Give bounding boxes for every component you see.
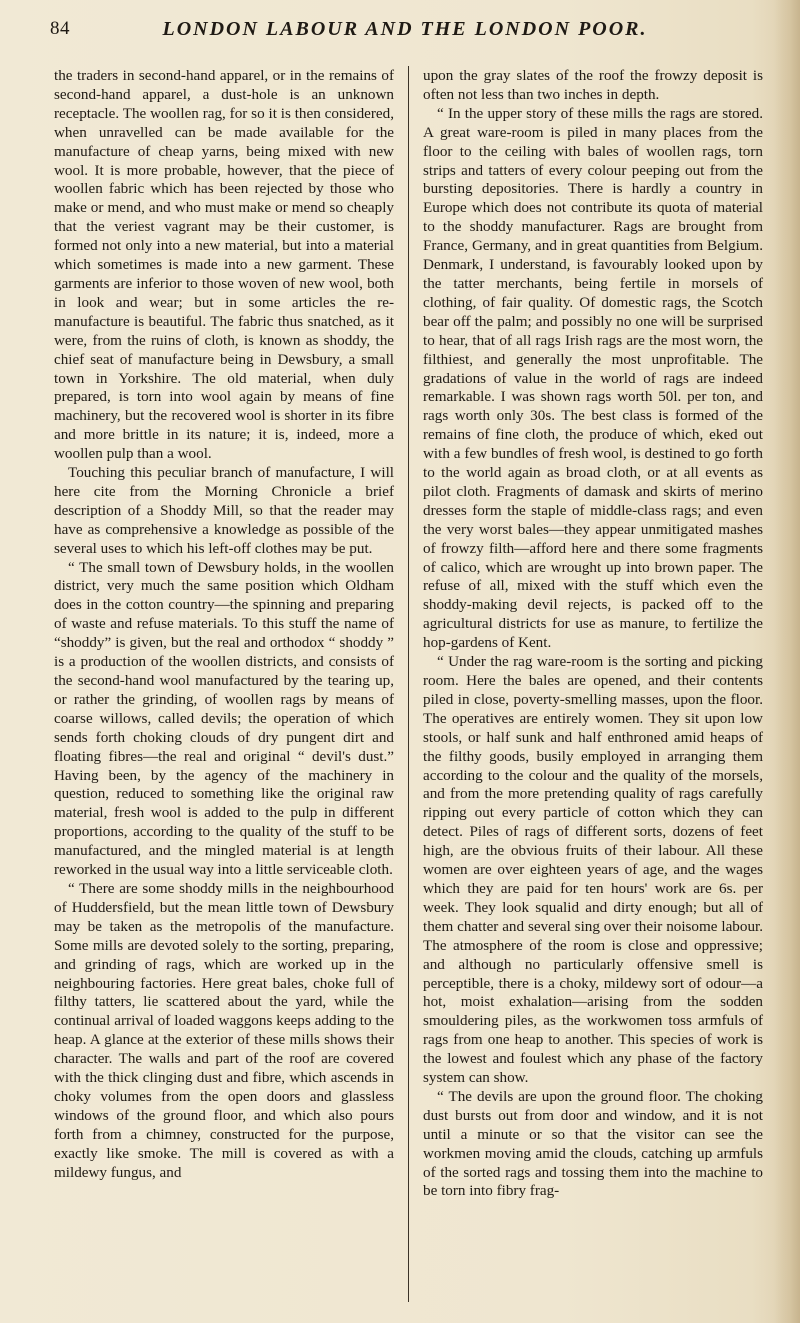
paragraph: “ Under the rag ware-room is the sorting and picking room. Here the bales are opened, and their contents piled in close, poverty-smelling masses, upon the floor. The operatives are entirely women. They sit upon low stools, or half sunk and half enthroned amid heaps of the filthy goods, busily employed in arranging them according to the colour and the quality of the morsels, and from the more pretending quality of rags carefully ripping out every particle of cotton which they can detect. Piles of rags of different sorts, dozens of feet high, are the obvious fruits of their labour. All these women are over eighteen years of age, and the wages which they are paid for ten hours' work are 6s. per week. They look squalid and dirty enough; but all of them chatter and several sing over their noisome labour. The atmosphere of the room is close and oppressive; and although no particularly offensive smell is perceptible, there is a choky, mildewy sort of odour—a hot, moist exhalation—arising from the sodden smouldering piles, as the workwomen toss armfuls of rags from one heap to another. This species of work is the lowest and foulest which any phase of the factory system can show. — [423, 653, 763, 1087]
paragraph: Touching this peculiar branch of manufacture, I will here cite from the Morning Chronicle a brief description of a Shoddy Mill, so that the reader may have as comprehensive a knowledge as possible of the several uses to which his left-off clothes may be put. — [54, 464, 394, 557]
paragraph: “ There are some shoddy mills in the neighbourhood of Huddersfield, but the mean little town of Dewsbury may be taken as the metropolis of the manufacture. Some mills are devoted solely to the sorting, preparing, and grinding of rags, which are worked up in the neighbouring factories. Here great bales, choke full of filthy tatters, lie scattered about the yard, while the continual arrival of loaded waggons keeps adding to the heap. A glance at the exterior of these mills shows their character. The walls and part of the roof are covered with the thick clinging dust and fibre, which ascends in choky volumes from the open doors and glassless windows of the ground floor, and which also pours forth from a chimney, constructed for the purpose, exactly like smoke. The mill is covered as with a mildewy fungus, and — [54, 879, 394, 1181]
page-header — [50, 18, 760, 48]
page-number: 84 — [50, 18, 70, 39]
paragraph: upon the gray slates of the roof the frowzy deposit is often not less than two inches in depth. — [423, 67, 763, 103]
paragraph: “ In the upper story of these mills the rags are stored. A great ware-room is piled in many places from the floor to the ceiling with bales of woollen rags, torn strips and tatters of every colour peeping out from the bursting depositories. There is hardly a country in Europe which does not contribute its quota of material to the shoddy manufacturer. Rags are brought from France, Germany, and in great quantities from Belgium. Denmark, I understand, is favourably looked upon by the tatter merchants, being fertile in morsels of clothing, of fair quality. Of domestic rags, the Scotch bear off the palm; and possibly no one will be surprised to hear, that of all rags Irish rags are the most worn, the filthiest, and generally the most unprofitable. The gradations of value in the world of rags are indeed remarkable. I was shown rags worth 50l. per ton, and rags worth only 30s. The best class is formed of the remains of fine cloth, the produce of which, eked out with a few bundles of fresh wool, is destined to go forth to the world again as broad cloth, or at all events as pilot cloth. Fragments of damask and skirts of merino dresses form the staple of middle-class rags; and even the very worst bales—they appear unmitigated mashes of frowzy filth—afford here and there some fragments of calico, which are wrought up into brown paper. The refuse of all, mixed with the stuff which even the shoddy-making devil rejects, is packed off to the agricultural districts for use as manure, to fertilize the hop-gardens of Kent. — [423, 104, 763, 652]
paragraph: the traders in second-hand apparel, or in the remains of second-hand apparel, a dust-hole is an unknown receptacle. The woollen rag, for so it is then considered, when unravelled can be made available for the manufacture of cheap yarns, being mixed with new wool. It is more probable, however, that the piece of woollen fabric which has been rejected by those who make or mend, and who must make or mend so cheaply that the veriest vagrant may be their customer, is formed not only into a new material, but into a material which sometimes is made into a new garment. These garments are inferior to those woven of new wool, both in look and wear; but in some articles the re-manufacture is beautiful. The fabric thus snatched, as it were, from the ruins of cloth, is known as shoddy, the chief seat of manufacture being in Dewsbury, a small town in Yorkshire. The old material, when duly prepared, is torn into wool again by means of fine machinery, but the recovered wool is shorter in its fibre and more brittle in its nature; it is, indeed, more a woollen pulp than a wool. — [54, 67, 394, 463]
running-title: LONDON LABOUR AND THE LONDON POOR. — [162, 18, 648, 40]
right-column — [423, 67, 763, 1201]
page-edge-shading — [774, 0, 800, 1323]
left-column — [54, 67, 394, 1182]
paragraph: “ The devils are upon the ground floor. The choking dust bursts out from door and window, and it is not until a minute or so that the visitor can see the workmen moving amid the clouds, catching up armfuls of the sorted rags and tossing them into the machine to be torn into fibry frag- — [423, 1087, 763, 1200]
column-divider — [408, 66, 409, 1302]
paragraph: “ The small town of Dewsbury holds, in the woollen district, very much the same position which Oldham does in the cotton country—the spinning and preparing of waste and refuse materials. To this stuff the name of “shoddy” is given, but the real and orthodox “ shoddy ” is a production of the woollen districts, and consists of the second-hand wool manufactured by the tearing up, or rather the grinding, of woollen rags by means of coarse willows, called devils; the operation of which sends forth choking clouds of dry pungent dirt and floating fibres—the real and original “ devil's dust.” Having been, by the agency of the machinery in question, reduced to something like the original raw material, fresh wool is added to the pulp in different proportions, according to the quality of the stuff to be manufactured, and the mingled material is at length reworked in the usual way into a little serviceable cloth. — [54, 558, 394, 879]
